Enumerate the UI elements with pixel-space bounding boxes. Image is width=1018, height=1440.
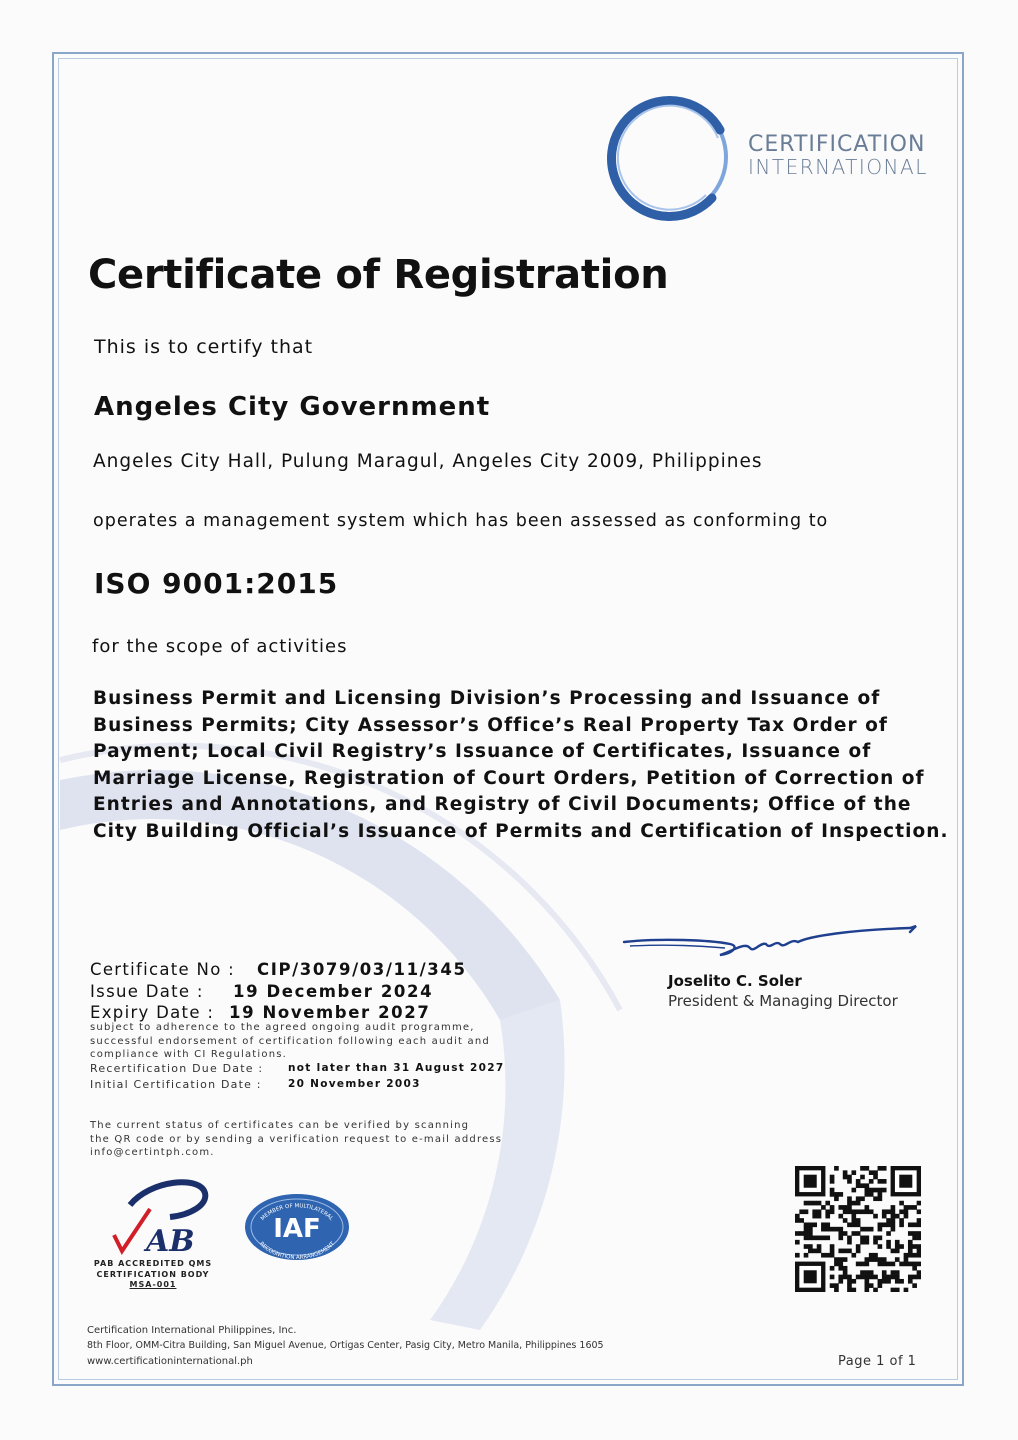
certification-international-ring-icon (600, 90, 735, 225)
issue-date-value: 19 December 2024 (233, 982, 434, 1001)
pab-logo-text: AB (146, 1224, 195, 1257)
brand-line-2: INTERNATIONAL (748, 155, 928, 179)
conformance-text: operates a management system which has been assessed as conforming to (93, 511, 829, 531)
signatory-title: President & Managing Director (668, 992, 898, 1010)
scope-line: Entries and Annotations, and Registry of Civil Documents; Office of the (93, 794, 912, 815)
footer-company: Certification International Philippines, Inc. (87, 1325, 297, 1336)
pab-caption-line: CERTIFICATION BODY (96, 1269, 210, 1279)
conditions-text (90, 1021, 490, 1062)
verification-line: info@certintph.com. (90, 1147, 215, 1158)
certificate-no-value: CIP/3079/03/11/345 (257, 960, 467, 979)
footer-address: 8th Floor, OMM-Citra Building, San Miguel Avenue, Ortigas Center, Pasig City, Metro Manila, Philippines 1605 (87, 1340, 604, 1351)
expiry-date-label: Expiry Date : (90, 1003, 215, 1022)
organization-address: Angeles City Hall, Pulung Maragul, Angeles City 2009, Philippines (93, 451, 763, 472)
conditions-line: compliance with CI Regulations. (90, 1049, 288, 1060)
scope-line: Marriage License, Registration of Court Orders, Petition of Correction of (93, 767, 925, 789)
pab-caption-line: PAB ACCREDITED QMS (93, 1259, 213, 1268)
iaf-arc-bottom-text: RECOGNITION ARRANGEMENT (258, 1241, 336, 1261)
conditions-line: subject to adherence to the agreed ongoing audit programme, (90, 1022, 475, 1033)
iaf-logo (244, 1193, 350, 1261)
certificate-no-label: Certificate No : (90, 960, 235, 979)
footer-website[interactable]: www.certificationinternational.ph (87, 1356, 253, 1367)
standard-name: ISO 9001:2015 (94, 567, 339, 600)
iaf-arc-top-text: MEMBER OF MULTILATERAL (259, 1203, 335, 1223)
scope-label: for the scope of activities (92, 636, 348, 657)
initial-certification-value: 20 November 2003 (288, 1078, 421, 1090)
certificate-title: Certificate of Registration (88, 252, 669, 298)
intro-text: This is to certify that (94, 336, 314, 358)
verification-text (90, 1119, 502, 1160)
scope-line: Payment; Local Civil Registry’s Issuance of Certificates, Issuance of (93, 741, 872, 762)
signatory-name: Joselito C. Soler (668, 972, 802, 990)
expiry-date-value: 19 November 2027 (229, 1003, 431, 1022)
pab-caption-code: MSA-001 (129, 1280, 177, 1289)
verification-line: The current status of certificates can be verified by scanning (90, 1120, 470, 1131)
verification-qr-code[interactable] (795, 1166, 921, 1292)
brand-wordmark (748, 134, 928, 177)
brand-line-1: CERTIFICATION (748, 132, 926, 157)
page-number: Page 1 of 1 (838, 1354, 917, 1369)
pab-accreditation-logo (110, 1175, 210, 1257)
pab-caption (88, 1259, 218, 1291)
initial-certification-label: Initial Certification Date : (90, 1078, 262, 1091)
conditions-line: successful endorsement of certification following each audit and (90, 1035, 490, 1047)
organization-name: Angeles City Government (94, 392, 491, 422)
recertification-value: not later than 31 August 2027 (288, 1062, 505, 1074)
issue-date-label: Issue Date : (90, 982, 204, 1001)
signature-image (620, 920, 920, 970)
verification-line: the QR code or by sending a verification request to e-mail address (90, 1133, 503, 1145)
scope-of-activities (93, 686, 949, 845)
scope-line: Business Permits; City Assessor’s Office’s Real Property Tax Order of (93, 714, 888, 736)
recertification-label: Recertification Due Date : (90, 1062, 264, 1075)
scope-line: City Building Official’s Issuance of Permits and Certification of Inspection. (93, 820, 949, 842)
scope-line: Business Permit and Licensing Division’s Processing and Issuance of (93, 688, 881, 709)
iaf-logo-text: IAF (273, 1214, 321, 1244)
